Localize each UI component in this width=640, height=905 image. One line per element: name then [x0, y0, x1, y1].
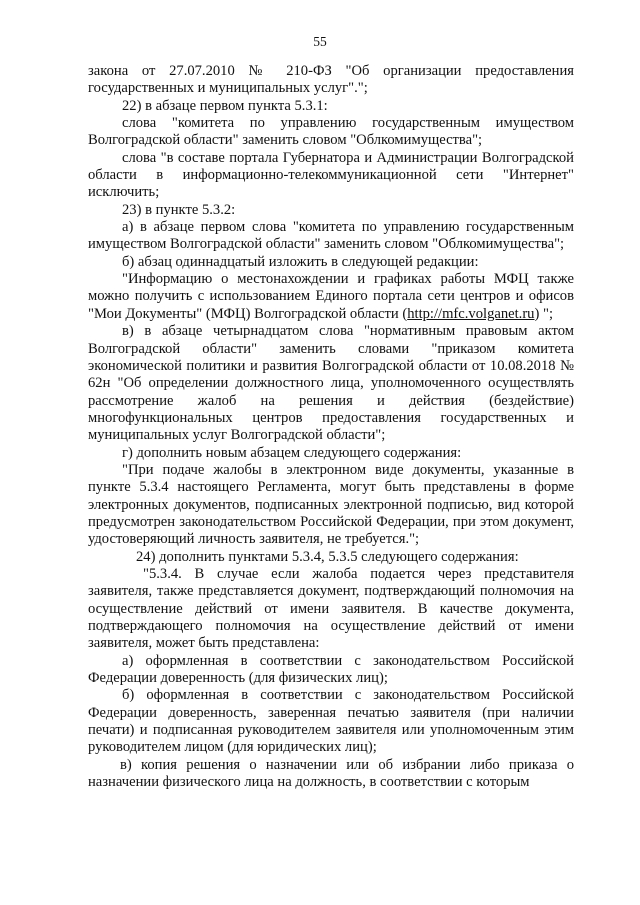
paragraph-5-3-4: "5.3.4. В случае если жалоба подается через представителя заявителя, также представляется документ, подтверждающий полномочия на осуществление действий от имени заявителя. В качестве документа, подтверждающего полномочия на осуществление действий от имени заявителя, может быть представлена: [88, 565, 574, 652]
paragraph-item-24: 24) дополнить пунктами 5.3.4, 5.3.5 следующего содержания: [136, 548, 519, 565]
paragraph-sub-a: а) оформленная в соответствии с законодательством Российской Федерации доверенность (для физических лиц); [88, 652, 574, 687]
mfc-link[interactable]: http://mfc.volganet.ru [407, 305, 535, 322]
mfc-info-text: "Информацию о местонахождении и графиках работы МФЦ также можно получить с использованием Единого портала сети центров и офисов "Мои Документы" (МФЦ) Волгоградской области [88, 271, 574, 322]
paragraph-item-23a: а) в абзаце первом слова "комитета по управлению государственным имуществом Волгоградской области" заменить словом "Облкомимущества"; [88, 219, 574, 253]
document-body [88, 63, 574, 791]
link-tail: ) "; [534, 305, 554, 322]
paragraph-item-23: 23) в пункте 5.3.2: [122, 201, 236, 218]
paragraph-item-23b: б) абзац одиннадцатый изложить в следующей редакции: [122, 253, 479, 270]
paragraph-item-22: 22) в абзаце первом пункта 5.3.1: [122, 97, 328, 114]
paragraph-sub-b: б) оформленная в соответствии с законодательством Российской Федерации доверенность, заверенная печатью заявителя (при наличии печати) и подписанная руководителем заявителя или уполномоченным этим руководителем лицом (для юридических лиц); [88, 687, 574, 756]
link-open-paren: ( [402, 305, 408, 322]
paragraph-words-portal: слова "в составе портала Губернатора и Администрации Волгоградской области в информационно-телекоммуникационной сети "Интернет" исключить; [88, 149, 574, 201]
paragraph-mfc-info [88, 271, 574, 323]
paragraph-law-reference: закона от 27.07.2010 № 210-ФЗ "Об организации предоставления государственных и муниципальных услуг"."; [88, 63, 574, 97]
paragraph-item-23g: г) дополнить новым абзацем следующего содержания: [122, 444, 462, 461]
paragraph-electronic-complaint: "При подаче жалобы в электронном виде документы, указанные в пункте 5.3.4 настоящего Регламента, могут быть представлены в форме электронных документов, подписанных электронной подписью, вид которой предусмотрен законодательством Российской Федерации, при этом документ, удостоверяющий личность заявителя, не требуется."; [88, 461, 574, 548]
paragraph-sub-v: в) копия решения о назначении или об избрании либо приказа о назначении физического лица на должность, в соответствии с которым [88, 756, 574, 791]
paragraph-words-committee: слова "комитета по управлению государственным имуществом Волгоградской области" заменить словом "Облкомимущества"; [88, 115, 574, 149]
page-number: 55 [313, 34, 327, 49]
paragraph-item-23v: в) в абзаце четырнадцатом слова "нормативным правовым актом Волгоградской области" заменить словами "приказом комитета экономической политики и развития Волгоградской области от 10.08.2018 № 62н "Об определении должностного лица, уполномоченного осуществлять рассмотрение жалоб на решения и действия (бездействие) многофункциональных центров предоставления государственных и муниципальных услуг Волгоградской области"; [88, 323, 574, 444]
